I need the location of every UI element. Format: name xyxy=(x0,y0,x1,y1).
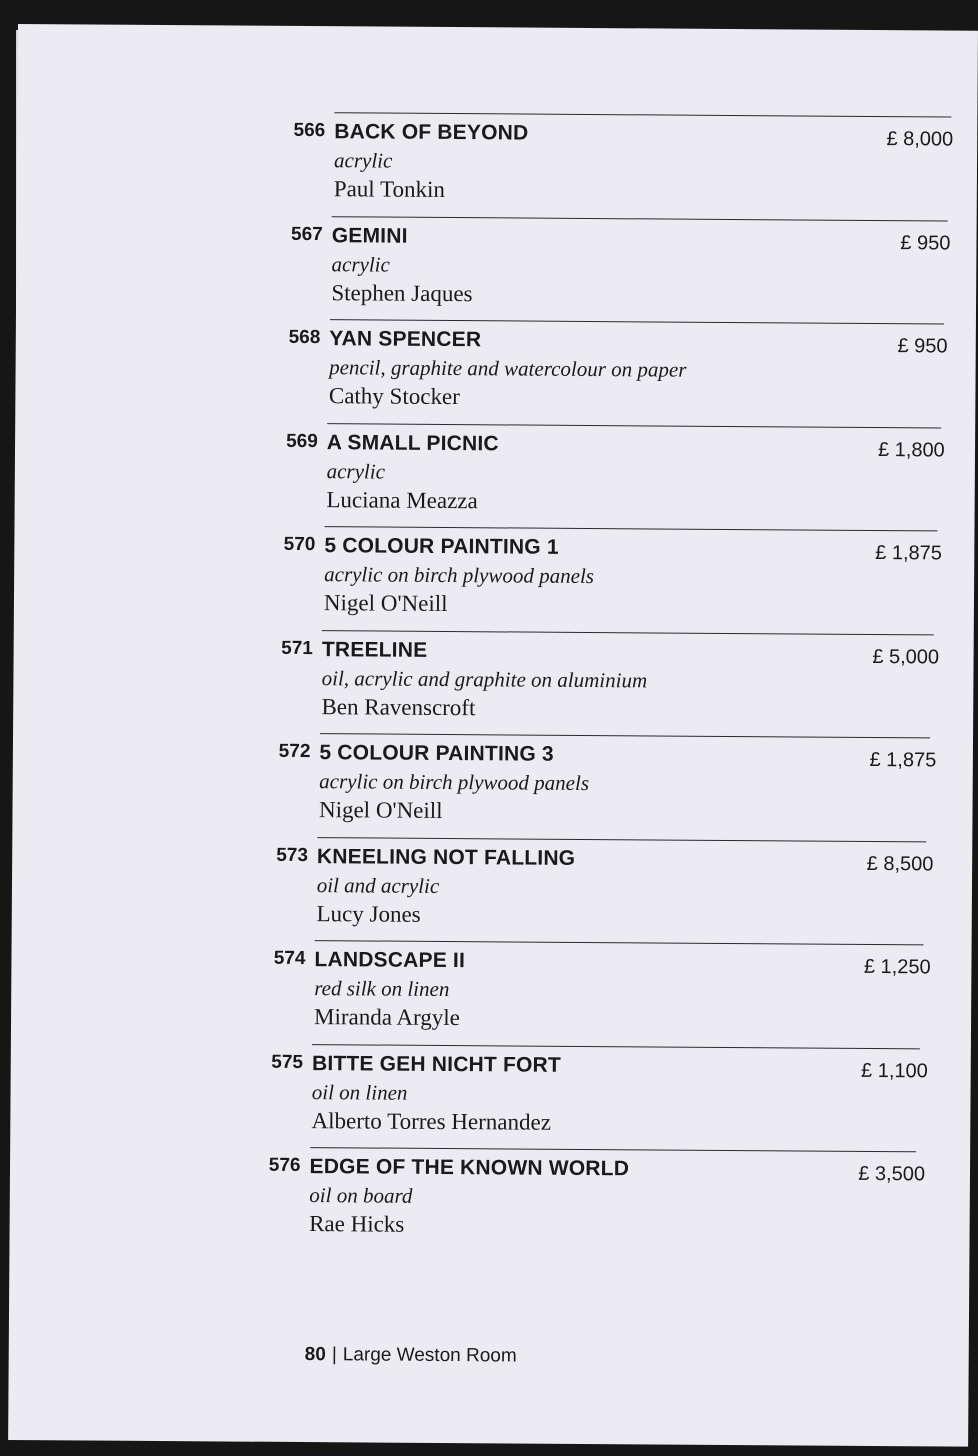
artist-name: Rae Hicks xyxy=(309,1211,405,1237)
artwork-title: GEMINI xyxy=(331,223,408,248)
artist-name: Alberto Torres Hernandez xyxy=(311,1107,552,1135)
artwork-price: £ 8,500 xyxy=(866,852,934,875)
catalog-page xyxy=(8,24,978,1447)
artwork-title: 5 COLOUR PAINTING 3 xyxy=(319,741,554,766)
artwork-title: BITTE GEH NICHT FORT xyxy=(311,1051,562,1077)
artist-name: Ben Ravenscroft xyxy=(321,693,476,720)
lot-number: 573 xyxy=(276,844,309,866)
artwork-price: £ 5,000 xyxy=(872,645,940,668)
lot-number: 567 xyxy=(291,223,323,245)
artwork-price: £ 1,875 xyxy=(875,541,942,565)
catalog-entry xyxy=(9,1145,970,1256)
artwork-price: £ 8,000 xyxy=(886,128,954,151)
artwork-title: 5 COLOUR PAINTING 1 xyxy=(324,534,559,559)
room-name: Large Weston Room xyxy=(342,1344,517,1367)
catalog-entry xyxy=(15,317,976,428)
lot-number: 570 xyxy=(283,533,316,556)
entry-divider xyxy=(334,112,951,117)
catalog-entry xyxy=(14,524,975,635)
catalog-entry xyxy=(13,627,974,738)
artwork-title: TREELINE xyxy=(321,637,428,662)
lot-number: 566 xyxy=(293,119,326,142)
artwork-medium: oil on linen xyxy=(311,1079,408,1105)
lot-number: 569 xyxy=(286,430,318,452)
catalog-entry xyxy=(12,731,973,842)
artwork-price: £ 1,100 xyxy=(860,1059,928,1082)
artwork-medium: oil, acrylic and graphite on aluminium xyxy=(321,665,648,692)
lot-number: 575 xyxy=(271,1051,304,1073)
artist-name: Nigel O'Neill xyxy=(323,590,448,617)
artwork-title: YAN SPENCER xyxy=(329,327,482,352)
artwork-price: £ 3,500 xyxy=(858,1162,926,1186)
artwork-title: KNEELING NOT FALLING xyxy=(316,844,576,870)
artwork-price: £ 1,875 xyxy=(869,748,937,772)
lot-number: 568 xyxy=(288,326,321,349)
page-number: 80 xyxy=(304,1344,326,1366)
artwork-medium: acrylic xyxy=(326,458,386,484)
artwork-price: £ 950 xyxy=(900,231,951,255)
footer-separator: | xyxy=(331,1344,337,1366)
artist-name: Nigel O'Neill xyxy=(318,797,443,823)
artwork-price: £ 950 xyxy=(897,335,948,358)
artwork-medium: acrylic on birch plywood panels xyxy=(319,769,590,796)
artist-name: Paul Tonkin xyxy=(333,176,446,202)
artist-name: Stephen Jaques xyxy=(331,279,473,306)
page-footer xyxy=(305,1344,517,1367)
lot-number: 571 xyxy=(281,637,313,659)
artwork-medium: acrylic xyxy=(331,251,390,277)
artwork-title: BACK OF BEYOND xyxy=(334,120,529,145)
catalog-entry xyxy=(17,110,978,221)
artwork-medium: acrylic on birch plywood panels xyxy=(324,562,595,589)
lot-number: 572 xyxy=(278,740,311,763)
artwork-price: £ 1,800 xyxy=(877,438,945,461)
artist-name: Lucy Jones xyxy=(316,900,421,927)
catalog-entry xyxy=(15,420,976,531)
artwork-medium: red silk on linen xyxy=(314,976,450,1002)
artwork-medium: acrylic xyxy=(333,148,393,173)
artist-name: Luciana Meazza xyxy=(326,486,478,513)
catalog-entry xyxy=(12,834,973,945)
artist-name: Miranda Argyle xyxy=(313,1004,461,1031)
lot-number: 576 xyxy=(268,1154,301,1176)
artist-name: Cathy Stocker xyxy=(328,383,460,410)
catalog-entry xyxy=(10,1041,971,1152)
artwork-medium: oil on board xyxy=(309,1183,413,1208)
catalog-entry xyxy=(16,213,977,324)
artwork-title: EDGE OF THE KNOWN WORLD xyxy=(309,1155,630,1181)
artwork-medium: pencil, graphite and watercolour on paper xyxy=(329,355,687,382)
artwork-title: A SMALL PICNIC xyxy=(326,430,499,455)
catalog-list xyxy=(8,24,978,1447)
artwork-title: LANDSCAPE II xyxy=(314,948,466,973)
artwork-medium: oil and acrylic xyxy=(316,872,440,898)
artwork-price: £ 1,250 xyxy=(863,955,931,979)
lot-number: 574 xyxy=(273,947,306,970)
catalog-entry xyxy=(11,938,972,1049)
